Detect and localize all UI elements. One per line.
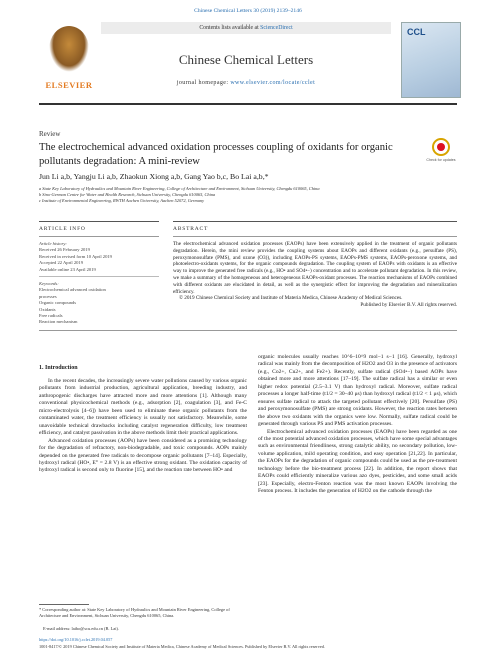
abstract-text: The electrochemical advanced oxidation processes (EAOPs) have been extensively applied in the treatment of organic pollutants degradation. Herein, the mini review provides the coupling systems about EAOPs and different oxidants (e.g., persulfate (PS), peroxymonosulfate (PMS), and ozone (O3)), including EAOPs-PS systems, EAOPs-PMS systems, EAOPs-peroxone systems, and photoelectro-oxidants systems, for the organic compounds degradation. The coupling system of EAOPs with oxidants is an effective way to improve the generated free radicals (e.g., HO• and SO4•−) concentration and to accelerate pollutant degradation. In this review, we make a summary of the homogeneous and heterogeneous EAOPs-oxidant processes. The reaction mechanisms of EAOPs combined with different oxidants are elucidated in detail, as well as the synergistic effect for improving the degradation and mineralization efficiency.: [173, 241, 457, 295]
article-info-heading: ARTICLE INFO: [39, 226, 86, 232]
doi-link[interactable]: [39, 637, 112, 642]
corresponding-author-note: * Corresponding author at: State Key Laboratory of Hydraulics and Mountain River Engineering, College of Architecture and Environment, Sichuan University, Chengdu 610065, China.: [39, 607, 230, 618]
journal-masthead: [39, 22, 459, 100]
keyword: Reaction mechanism: [39, 319, 78, 325]
keyword: Oxidants: [39, 306, 56, 312]
publisher-name: ELSEVIER: [45, 80, 93, 90]
paragraph: Electrochemical advanced oxidation processes (EAOPs) have been regarded as one of the most potential advanced oxidation processes, which have some special advantages such as environmental friendliness, strong catalytic ability, no secondary pollution, low-volume application, mild operating condition, and easy operation [21,22]. In particular, the EAOPs for the degradation of organic compounds could be used as the pre-treatment technology before the bio-treatment process [22]. In addition, the report shows that EAOPs could efficiently mineralize various azo dyes, pesticides, and some small acids [23]. Especially, electro-Fenton reaction was the most known EAOPs involving the Fenton process. It includes the generation of H2O2 on the cathode through the: [258, 428, 457, 495]
keywords: [39, 281, 159, 326]
history-revised: Received in revised form 10 April 2019: [39, 253, 112, 259]
check-for-updates-badge[interactable]: [426, 138, 456, 166]
sciencedirect-link[interactable]: ScienceDirect: [260, 25, 293, 31]
abstract-copyright-publisher: Published by Elsevier B.V. All rights reserved.: [360, 302, 457, 309]
keyword: Electrochemical advanced oxidation: [39, 287, 106, 293]
check-for-updates-label: Check for updates: [426, 158, 456, 162]
journal-homepage: [101, 80, 391, 86]
history-received: Received 26 February 2019: [39, 247, 90, 253]
elsevier-tree-icon: [49, 26, 89, 72]
info-subrule: [39, 236, 159, 237]
body-column-left: [39, 378, 247, 475]
article-type: Review: [39, 130, 61, 138]
section-heading-introduction: 1. Introduction: [39, 365, 78, 371]
cover-title: CCL: [407, 27, 426, 37]
body-column-right: [258, 354, 457, 496]
footnote-rule: [39, 604, 89, 605]
info-rule: [39, 221, 159, 222]
footer-rights: 1001-8417/© 2019 Chinese Chemical Society and Institute of Materia Medica, Chinese Academy of Medical Sciences. Published by Elsevier B.V. All rights reserved.: [39, 644, 326, 649]
history-online: Available online 23 April 2019: [39, 266, 96, 272]
paragraph: organic molecules usually reaches 10^6–10^9 mol−1 s−1 [16]. Generally, hydroxyl radical was mainly from the decomposition of H2O2 and O3 in the presence of activators (e.g., Co2+, Cu2+, and Fe2+). Recently, sulfate radical (SO4•−) based AOPs have obtained more and more attentions [17–19]. The sulfate radical has a similar or even higher redox potential (2.5–3.1 V) than hydroxyl radical. Moreover, sulfate radical processes a longer half-time (t1/2 = 30–40 μs) than hydroxyl radical (t1/2 < 1 μs), which ensures sulfate radical to attack the targeted pollutant effectively [20]. Persulfate (PS) and peroxymonosulfate (PMS) are strong oxidants. However, the reaction rates between the above two oxidants with the organics were low. Normally, sulfate radical could be generated through various PS and PMS activation processes.: [258, 354, 457, 428]
abstract-subrule: [173, 236, 457, 237]
abstract-rule: [173, 221, 457, 222]
keyword: processes: [39, 293, 57, 299]
author-list: Jun Li a,b, Yangju Li a,b, Zhaokun Xiong a,b, Gang Yao b,c, Bo Lai a,b,*: [39, 172, 269, 181]
journal-title: Chinese Chemical Letters: [178, 52, 314, 67]
keyword: Organic compounds: [39, 300, 77, 306]
contents-prefix: Contents lists available at: [199, 25, 261, 31]
history-label: Article history:: [39, 241, 67, 246]
keywords-label: Keywords:: [39, 281, 59, 286]
journal-citation[interactable]: Chinese Chemical Letters 30 (2019) 2139–2146: [194, 8, 302, 14]
crossmark-icon: [432, 138, 450, 156]
abstract-bottom-rule: [39, 330, 457, 331]
abstract-copyright: © 2019 Chinese Chemical Society and Institute of Materia Medica, Chinese Academy of Medical Sciences.: [179, 295, 403, 302]
abstract-heading: ABSTRACT: [173, 226, 209, 232]
contents-banner: [101, 22, 391, 34]
elsevier-logo: [39, 22, 99, 96]
article-title: The electrochemical advanced oxidation processes coupling of oxidants for organic pollutants degradation: A mini-review: [39, 142, 393, 167]
paragraph: Advanced oxidation processes (AOPs) have been considered as a promising technology for the degradation of refractory, non-biodegradable, and toxic compounds. AOPs mainly depended on the generated free radicals to decompose organic pollutants [7–14]. Especially, hydroxyl radical (HO•, E° = 2.8 V) is an effective strong oxidant. The oxidation capacity of hydroxyl radical is second only to fluorine [15], and the reaction rate between HO• and: [39, 437, 247, 474]
affiliation-a: a State Key Laboratory of Hydraulics and Mountain River Engineering, College of Architecture and Environment, Sichuan University, Chengdu 610065, China: [39, 186, 320, 191]
affiliation-c: c Institute of Environmental Engineering, RWTH Aachen University, Aachen 52072, Germany: [39, 198, 205, 203]
homepage-prefix: journal homepage:: [176, 80, 231, 86]
email-note[interactable]: E-mail address: laibo@scu.edu.cn (B. Lai).: [43, 626, 119, 631]
journal-cover-image: [401, 22, 461, 98]
history-accepted: Accepted 22 April 2019: [39, 260, 84, 266]
masthead-rule: [39, 103, 457, 105]
keyword: Free radicals: [39, 313, 63, 319]
affiliation-b: b Sino-German Centre for Water and Health Research, Sichuan University, Chengdu 610065, China: [39, 192, 216, 197]
abstract-body: [173, 241, 457, 309]
homepage-link[interactable]: www.elsevier.com/locate/cclet: [230, 80, 316, 86]
keywords-rule: [39, 276, 159, 277]
paragraph: In the recent decades, the increasingly severe water pollutions caused by various organic pollutants from industrial production, agricultural application, breeding industry, and anthropogenic discharges have attracted more and more attentions [1]. Although many conventional physicochemical methods (e.g., adsorption [2], coagulation [3], and Fe-C micro-electrolysis [4–6]) have been used to eliminate these organic pollutants from the contaminated water, the treatment efficiency is usually not satisfactory. Meanwhile, some unavoidable technical drawbacks including catalyst regeneration difficulty, low treatment efficiency, and catalyst passivation in the above methods limit their practical applications.: [39, 378, 247, 437]
article-history: [39, 241, 159, 273]
doi-text[interactable]: https://doi.org/10.1016/j.cclet.2019.04.057: [39, 637, 113, 642]
